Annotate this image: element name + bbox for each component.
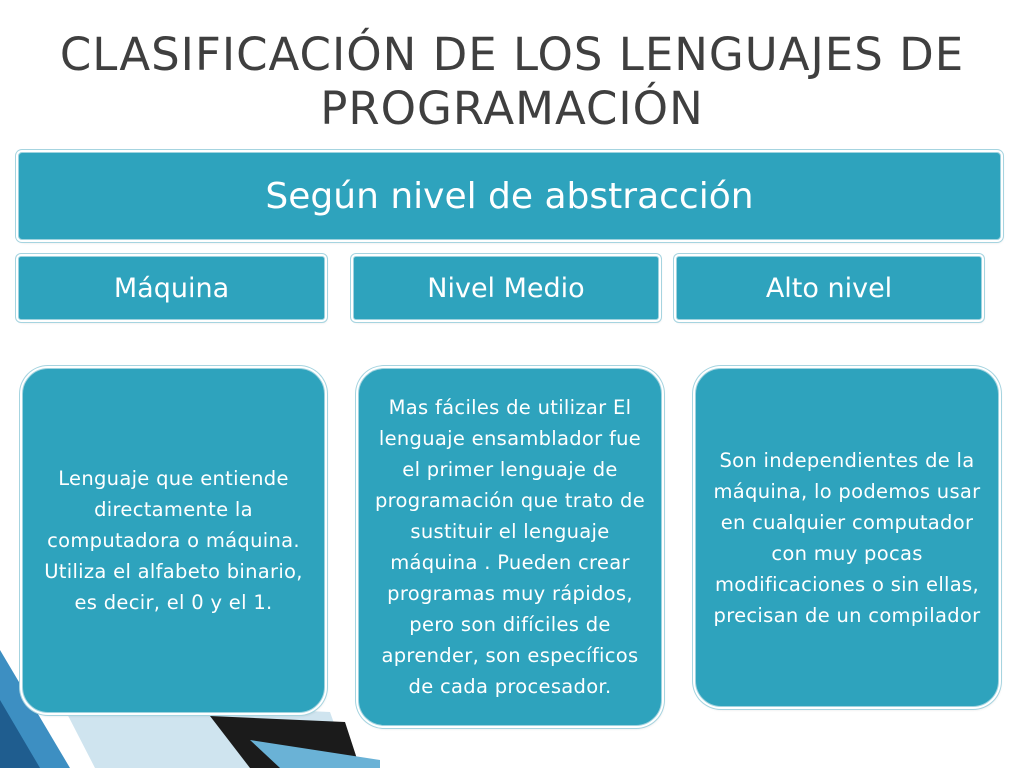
abstraction-level-header: Según nivel de abstracción xyxy=(18,152,1001,240)
category-machine: Máquina xyxy=(18,256,325,320)
category-high-level: Alto nivel xyxy=(676,256,982,320)
description-high-level: Son independientes de la máquina, lo podemos usar en cualquier computador con muy pocas modificaciones o sin ellas, precisan de un compilador xyxy=(695,368,999,707)
category-mid-level: Nivel Medio xyxy=(353,256,659,320)
slide-title: CLASIFICACIÓN DE LOS LENGUAJES DE PROGRAMACIÓN xyxy=(59,28,965,135)
description-mid-level: Mas fáciles de utilizar El lenguaje ensamblador fue el primer lenguaje de programación que trato de sustituir el lenguaje máquina . Pueden crear programas muy rápidos, pero son difíciles de aprender, son específicos de cada procesador. xyxy=(358,368,662,726)
description-machine: Lenguaje que entiende directamente la computadora o máquina. Utiliza el alfabeto binario, es decir, el 0 y el 1. xyxy=(22,368,325,713)
